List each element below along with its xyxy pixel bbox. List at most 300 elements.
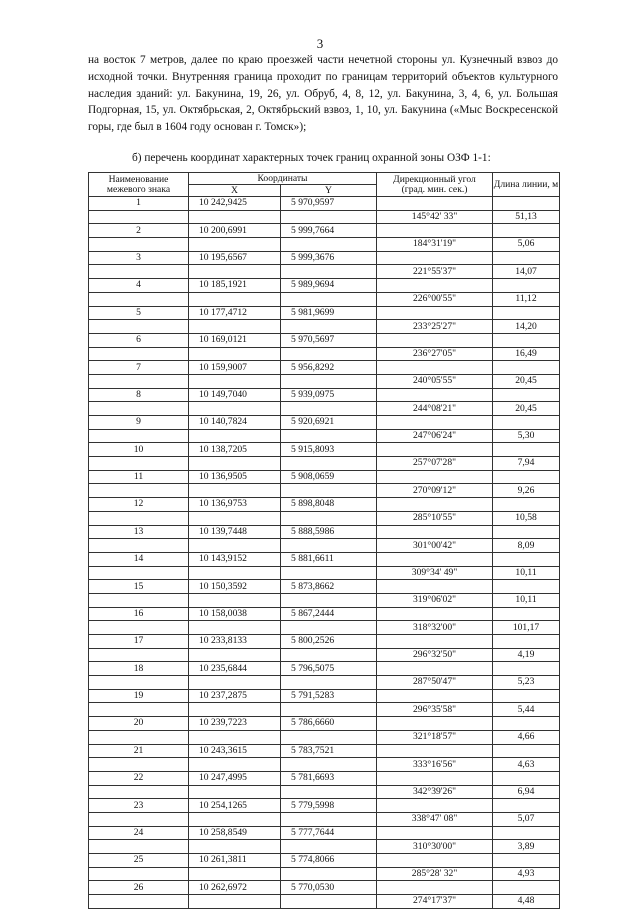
table-row-segment [89,402,560,416]
empty-cell [493,580,560,594]
empty-cell [281,429,377,443]
empty-cell [89,676,189,690]
intro-paragraph: на восток 7 метров, далее по краю проезжей части нечетной стороны ул. Кузнечный взвоз до исходной точки. Внутренняя граница проходит по границам территорий объектов культурного наследия зданий: ул. Бакунина, 19, 26, ул. Обруб, 4, 8, 12, ул. Бакунина, 3, 4, 6, ул. Большая Подгорная, 15, ул. Октябрьская, 2, Октябрьский взвоз, 1, 10, ул. Бакунина («Мыс Воскресенской горы, где был в 1604 году основан г. Томск»); [88,54,558,134]
empty-cell [189,374,281,388]
empty-cell [493,881,560,895]
point-y: 5 999,7664 [281,224,377,238]
empty-cell [281,703,377,717]
segment-angle: 270°09'12" [377,484,493,498]
empty-cell [493,388,560,402]
point-y: 5 777,7644 [281,826,377,840]
empty-cell [493,635,560,649]
empty-cell [377,881,493,895]
empty-cell [493,717,560,731]
segment-length: 5,07 [493,812,560,826]
empty-cell [493,662,560,676]
segment-length: 5,06 [493,238,560,252]
empty-cell [493,416,560,430]
point-x: 10 177,4712 [189,306,281,320]
point-name: 4 [89,279,189,293]
empty-cell [281,238,377,252]
header-length: Длина линии, м [493,173,560,197]
segment-angle: 342°39'26" [377,785,493,799]
point-y: 5 783,7521 [281,744,377,758]
empty-cell [493,470,560,484]
segment-angle: 236°27'05" [377,347,493,361]
point-y: 5 908,0659 [281,470,377,484]
segment-length: 4,66 [493,730,560,744]
point-y: 5 981,9699 [281,306,377,320]
empty-cell [493,333,560,347]
empty-cell [281,374,377,388]
empty-cell [281,484,377,498]
empty-cell [377,744,493,758]
segment-length: 16,49 [493,347,560,361]
segment-angle: 318°32'00" [377,621,493,635]
empty-cell [377,224,493,238]
table-row-segment [89,539,560,553]
point-name: 2 [89,224,189,238]
empty-cell [281,730,377,744]
empty-cell [281,895,377,909]
table-row-point [89,416,560,430]
point-x: 10 169,0121 [189,333,281,347]
header-point-name: Наименование межевого знака [89,173,189,197]
segment-length: 4,19 [493,648,560,662]
empty-cell [281,457,377,471]
empty-cell [189,703,281,717]
table-row-segment [89,648,560,662]
empty-cell [377,854,493,868]
empty-cell [189,785,281,799]
point-name: 18 [89,662,189,676]
point-y: 5 800,2526 [281,635,377,649]
table-row-point [89,251,560,265]
table-row-point [89,771,560,785]
segment-length: 5,44 [493,703,560,717]
table-row-segment [89,265,560,279]
point-x: 10 195,6567 [189,251,281,265]
empty-cell [493,854,560,868]
point-y: 5 915,8093 [281,443,377,457]
empty-cell [189,539,281,553]
point-y: 5 970,9597 [281,197,377,211]
empty-cell [493,306,560,320]
table-caption: б) перечень координат характерных точек границ охранной зоны ОЗФ 1-1: [132,152,491,164]
empty-cell [493,361,560,375]
table-row-point [89,552,560,566]
empty-cell [493,799,560,813]
empty-cell [377,279,493,293]
empty-cell [377,361,493,375]
segment-angle: 257°07'28" [377,457,493,471]
point-name: 14 [89,552,189,566]
empty-cell [281,812,377,826]
table-row-point [89,443,560,457]
empty-cell [281,511,377,525]
header-angle: Дирекционный угол (град. мин. сек.) [377,173,493,197]
empty-cell [281,539,377,553]
empty-cell [189,867,281,881]
empty-cell [493,552,560,566]
table-body [89,197,560,909]
empty-cell [377,251,493,265]
empty-cell [89,457,189,471]
segment-angle: 287°50'47" [377,676,493,690]
empty-cell [189,429,281,443]
point-x: 10 233,8133 [189,635,281,649]
table-row-point [89,470,560,484]
point-name: 9 [89,416,189,430]
segment-length: 4,48 [493,895,560,909]
empty-cell [493,498,560,512]
table-row-segment [89,457,560,471]
empty-cell [89,758,189,772]
empty-cell [377,416,493,430]
empty-cell [377,498,493,512]
segment-length: 6,94 [493,785,560,799]
segment-angle: 247°06'24" [377,429,493,443]
table-row-segment [89,511,560,525]
empty-cell [189,511,281,525]
point-name: 19 [89,689,189,703]
empty-cell [377,717,493,731]
point-name: 15 [89,580,189,594]
table-row-point [89,881,560,895]
segment-angle: 285°28' 32" [377,867,493,881]
table-row-segment [89,676,560,690]
point-name: 24 [89,826,189,840]
table-row-point [89,388,560,402]
segment-length: 5,30 [493,429,560,443]
coordinates-table [88,172,560,909]
empty-cell [89,511,189,525]
point-x: 10 261,3811 [189,854,281,868]
point-x: 10 140,7824 [189,416,281,430]
empty-cell [189,292,281,306]
segment-angle: 309°34' 49" [377,566,493,580]
segment-length: 4,63 [493,758,560,772]
point-y: 5 970,5697 [281,333,377,347]
point-x: 10 150,3592 [189,580,281,594]
empty-cell [281,648,377,662]
empty-cell [89,785,189,799]
header-y: Y [281,185,377,197]
empty-cell [189,265,281,279]
point-x: 10 185,1921 [189,279,281,293]
empty-cell [493,251,560,265]
empty-cell [189,484,281,498]
empty-cell [89,265,189,279]
empty-cell [189,593,281,607]
segment-angle: 274°17'37" [377,895,493,909]
segment-length: 101,17 [493,621,560,635]
table-row-segment [89,812,560,826]
empty-cell [189,566,281,580]
empty-cell [189,238,281,252]
segment-length: 7,94 [493,457,560,471]
empty-cell [281,593,377,607]
empty-cell [189,621,281,635]
segment-angle: 296°35'58" [377,703,493,717]
empty-cell [493,443,560,457]
empty-cell [89,840,189,854]
empty-cell [89,648,189,662]
table-row-point [89,306,560,320]
empty-cell [281,210,377,224]
point-y: 5 774,8066 [281,854,377,868]
point-name: 20 [89,717,189,731]
segment-angle: 145°42' 33" [377,210,493,224]
table-row-point [89,498,560,512]
empty-cell [493,279,560,293]
table-row-point [89,607,560,621]
point-x: 10 242,9425 [189,197,281,211]
table-row-point [89,197,560,211]
point-x: 10 136,9505 [189,470,281,484]
empty-cell [281,292,377,306]
empty-cell [377,306,493,320]
segment-length: 14,07 [493,265,560,279]
table-row-point [89,689,560,703]
empty-cell [281,621,377,635]
empty-cell [189,812,281,826]
table-row-segment [89,484,560,498]
point-y: 5 779,5998 [281,799,377,813]
table-row-point [89,635,560,649]
segment-angle: 333°16'56" [377,758,493,772]
point-x: 10 136,9753 [189,498,281,512]
point-name: 17 [89,635,189,649]
table-row-segment [89,785,560,799]
empty-cell [89,812,189,826]
segment-angle: 321°18'57" [377,730,493,744]
table-row-segment [89,895,560,909]
segment-length: 11,12 [493,292,560,306]
point-x: 10 143,9152 [189,552,281,566]
empty-cell [377,799,493,813]
empty-cell [377,525,493,539]
empty-cell [377,826,493,840]
point-y: 5 888,5986 [281,525,377,539]
empty-cell [189,730,281,744]
empty-cell [189,402,281,416]
table-row-segment [89,238,560,252]
empty-cell [493,197,560,211]
point-name: 21 [89,744,189,758]
point-x: 10 158,0038 [189,607,281,621]
segment-length: 8,09 [493,539,560,553]
table-row-segment [89,621,560,635]
point-y: 5 873,8662 [281,580,377,594]
point-y: 5 791,5283 [281,689,377,703]
empty-cell [281,840,377,854]
point-name: 7 [89,361,189,375]
table-row-point [89,662,560,676]
segment-length: 3,89 [493,840,560,854]
segment-length: 10,11 [493,593,560,607]
point-name: 12 [89,498,189,512]
empty-cell [281,402,377,416]
empty-cell [89,238,189,252]
segment-angle: 244°08'21" [377,402,493,416]
table-row-segment [89,347,560,361]
empty-cell [493,826,560,840]
point-name: 6 [89,333,189,347]
point-x: 10 237,2875 [189,689,281,703]
empty-cell [493,689,560,703]
empty-cell [281,758,377,772]
table-row-point [89,826,560,840]
point-name: 26 [89,881,189,895]
empty-cell [377,689,493,703]
header-coordinates: Координаты [189,173,377,185]
point-x: 10 239,7223 [189,717,281,731]
point-name: 22 [89,771,189,785]
table-row-point [89,361,560,375]
table-row-segment [89,374,560,388]
segment-length: 10,58 [493,511,560,525]
point-y: 5 999,3676 [281,251,377,265]
point-x: 10 247,4995 [189,771,281,785]
empty-cell [89,703,189,717]
point-y: 5 898,8048 [281,498,377,512]
point-x: 10 149,7040 [189,388,281,402]
empty-cell [89,895,189,909]
table-row-point [89,717,560,731]
table-row-segment [89,867,560,881]
empty-cell [189,758,281,772]
empty-cell [89,320,189,334]
segment-angle: 296°32'50" [377,648,493,662]
empty-cell [89,210,189,224]
table-row-point [89,279,560,293]
point-y: 5 770,0530 [281,881,377,895]
point-x: 10 138,7205 [189,443,281,457]
table-row-segment [89,210,560,224]
point-name: 25 [89,854,189,868]
point-name: 8 [89,388,189,402]
empty-cell [377,635,493,649]
empty-cell [89,484,189,498]
segment-angle: 240°05'55" [377,374,493,388]
segment-angle: 184°31'19" [377,238,493,252]
empty-cell [189,676,281,690]
empty-cell [493,744,560,758]
empty-cell [89,621,189,635]
empty-cell [377,580,493,594]
empty-cell [89,429,189,443]
table-row-segment [89,840,560,854]
empty-cell [377,662,493,676]
segment-angle: 233°25'27" [377,320,493,334]
segment-angle: 310°30'00" [377,840,493,854]
empty-cell [89,402,189,416]
segment-angle: 319°06'02" [377,593,493,607]
empty-cell [377,333,493,347]
point-x: 10 159,9007 [189,361,281,375]
segment-angle: 226°00'55" [377,292,493,306]
point-x: 10 243,3615 [189,744,281,758]
point-name: 10 [89,443,189,457]
table-row-segment [89,566,560,580]
empty-cell [281,867,377,881]
empty-cell [89,292,189,306]
point-x: 10 200,6991 [189,224,281,238]
point-y: 5 867,2444 [281,607,377,621]
empty-cell [377,470,493,484]
segment-angle: 301°00'42" [377,539,493,553]
empty-cell [281,566,377,580]
table-row-segment [89,730,560,744]
page-number: 3 [316,36,324,51]
empty-cell [89,374,189,388]
empty-cell [189,895,281,909]
point-name: 3 [89,251,189,265]
segment-angle: 221°55'37" [377,265,493,279]
point-x: 10 235,6844 [189,662,281,676]
table-row-point [89,744,560,758]
empty-cell [377,607,493,621]
table-row-point [89,525,560,539]
empty-cell [189,347,281,361]
point-name: 5 [89,306,189,320]
point-y: 5 939,0975 [281,388,377,402]
segment-length: 10,11 [493,566,560,580]
empty-cell [377,388,493,402]
empty-cell [281,785,377,799]
table-row-segment [89,292,560,306]
point-name: 11 [89,470,189,484]
point-name: 13 [89,525,189,539]
segment-angle: 285°10'55" [377,511,493,525]
point-name: 1 [89,197,189,211]
segment-length: 20,45 [493,374,560,388]
segment-length: 14,20 [493,320,560,334]
segment-length: 20,45 [493,402,560,416]
empty-cell [89,593,189,607]
empty-cell [189,840,281,854]
empty-cell [189,648,281,662]
empty-cell [377,552,493,566]
empty-cell [377,443,493,457]
empty-cell [493,525,560,539]
point-x: 10 254,1265 [189,799,281,813]
empty-cell [281,676,377,690]
table-row-segment [89,429,560,443]
segment-length: 51,13 [493,210,560,224]
point-y: 5 881,6611 [281,552,377,566]
empty-cell [189,457,281,471]
point-x: 10 139,7448 [189,525,281,539]
empty-cell [493,771,560,785]
empty-cell [281,265,377,279]
empty-cell [89,539,189,553]
segment-length: 4,93 [493,867,560,881]
empty-cell [89,867,189,881]
empty-cell [89,730,189,744]
table-row-point [89,799,560,813]
table-row-point [89,854,560,868]
point-x: 10 258,8549 [189,826,281,840]
empty-cell [493,607,560,621]
table-row-point [89,224,560,238]
point-y: 5 989,9694 [281,279,377,293]
point-y: 5 956,8292 [281,361,377,375]
point-x: 10 262,6972 [189,881,281,895]
point-name: 23 [89,799,189,813]
point-y: 5 920,6921 [281,416,377,430]
